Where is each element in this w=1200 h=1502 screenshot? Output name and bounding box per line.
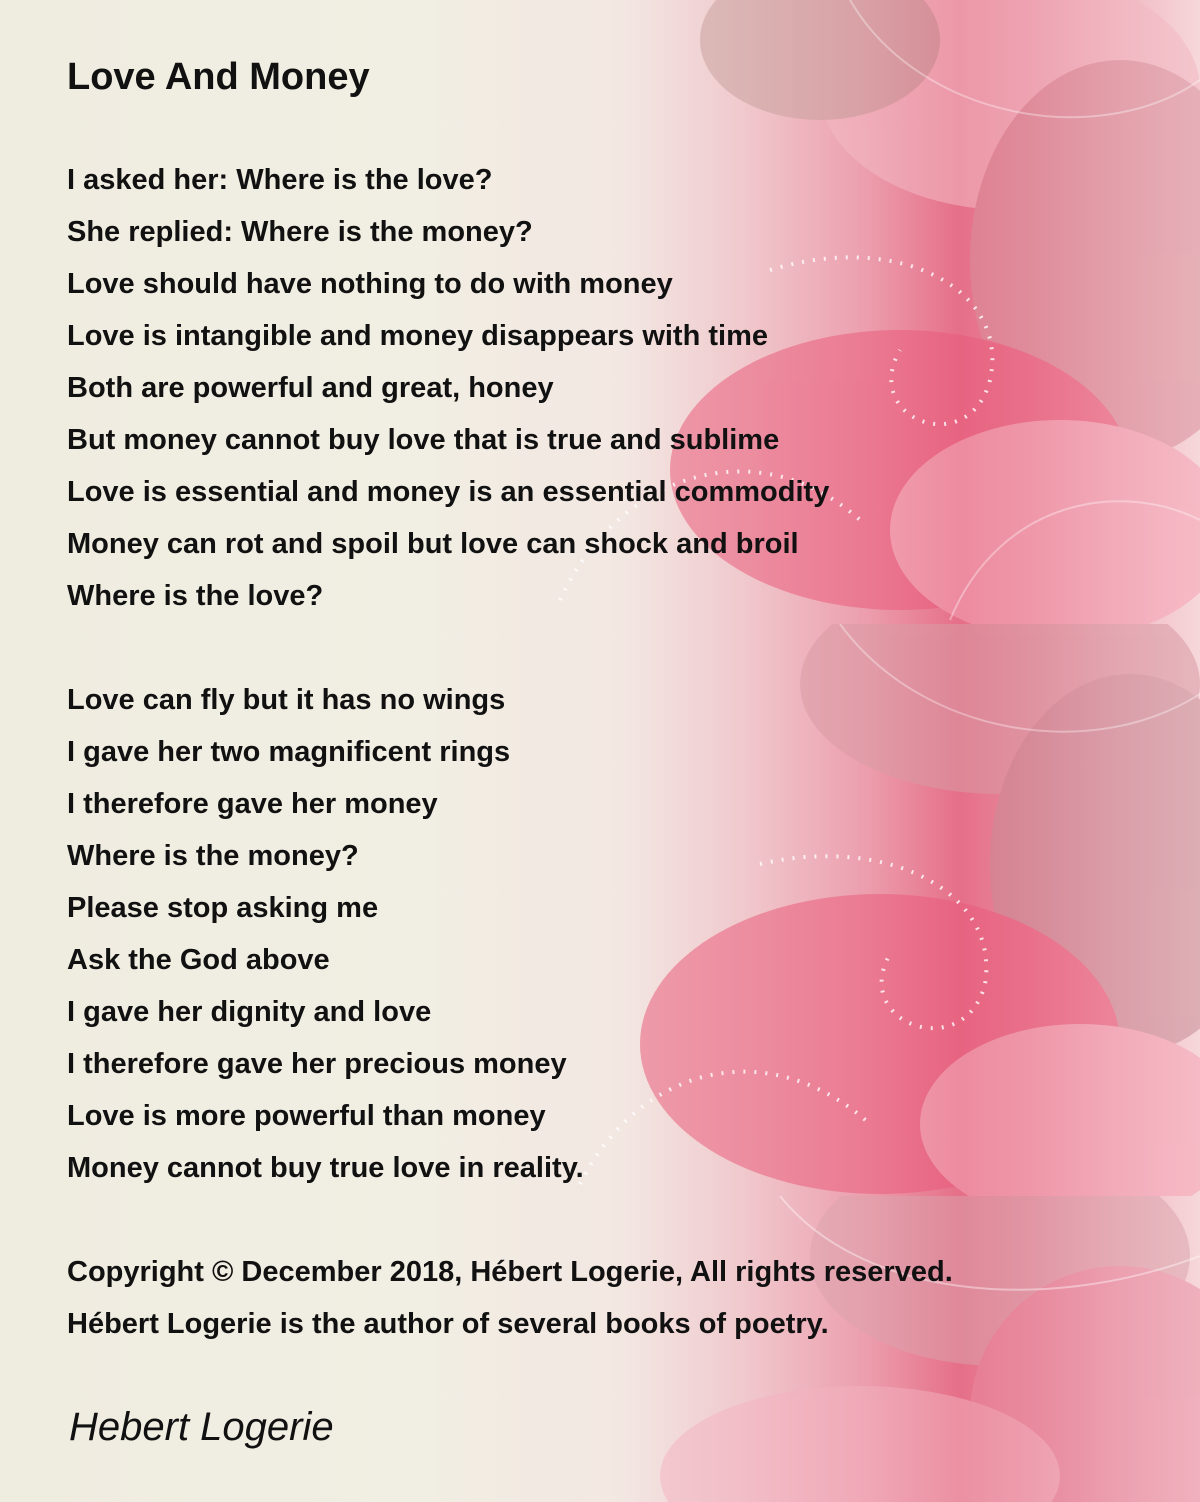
- poem-line: Ask the God above: [67, 944, 330, 976]
- poem-line: Money cannot buy true love in reality.: [67, 1152, 584, 1184]
- poem-line: But money cannot buy love that is true and sublime: [67, 424, 780, 456]
- poem-line: Both are powerful and great, honey: [67, 372, 554, 404]
- stanza-2: [67, 674, 584, 1194]
- poem-line: Please stop asking me: [67, 892, 379, 924]
- poem-line: Where is the money?: [67, 840, 359, 872]
- poem-line: She replied: Where is the money?: [67, 216, 533, 248]
- poem-line: Love can fly but it has no wings: [67, 684, 506, 716]
- poem-line: I gave her two magnificent rings: [67, 736, 511, 768]
- poem-title: Love And Money: [67, 56, 370, 98]
- poem-line: Love should have nothing to do with money: [67, 268, 673, 300]
- poem-line: I therefore gave her precious money: [67, 1048, 567, 1080]
- poem-line: Money can rot and spoil but love can shock and broil: [67, 528, 799, 560]
- poem-line: Where is the love?: [67, 580, 324, 612]
- author-bio-line: Hébert Logerie is the author of several books of poetry.: [67, 1308, 829, 1340]
- copyright-notice: [67, 1246, 953, 1350]
- author-signature: Hebert Logerie: [69, 1405, 334, 1449]
- stanza-1: [67, 154, 829, 622]
- poem-line: Love is intangible and money disappears with time: [67, 320, 768, 352]
- copyright-line: Copyright © December 2018, Hébert Logerie, All rights reserved.: [67, 1256, 953, 1288]
- poem-line: Love is essential and money is an essential commodity: [67, 476, 830, 508]
- poem-line: I therefore gave her money: [67, 788, 438, 820]
- poem-line: I gave her dignity and love: [67, 996, 432, 1028]
- poem-line: I asked her: Where is the love?: [67, 164, 493, 196]
- poem-line: Love is more powerful than money: [67, 1100, 546, 1132]
